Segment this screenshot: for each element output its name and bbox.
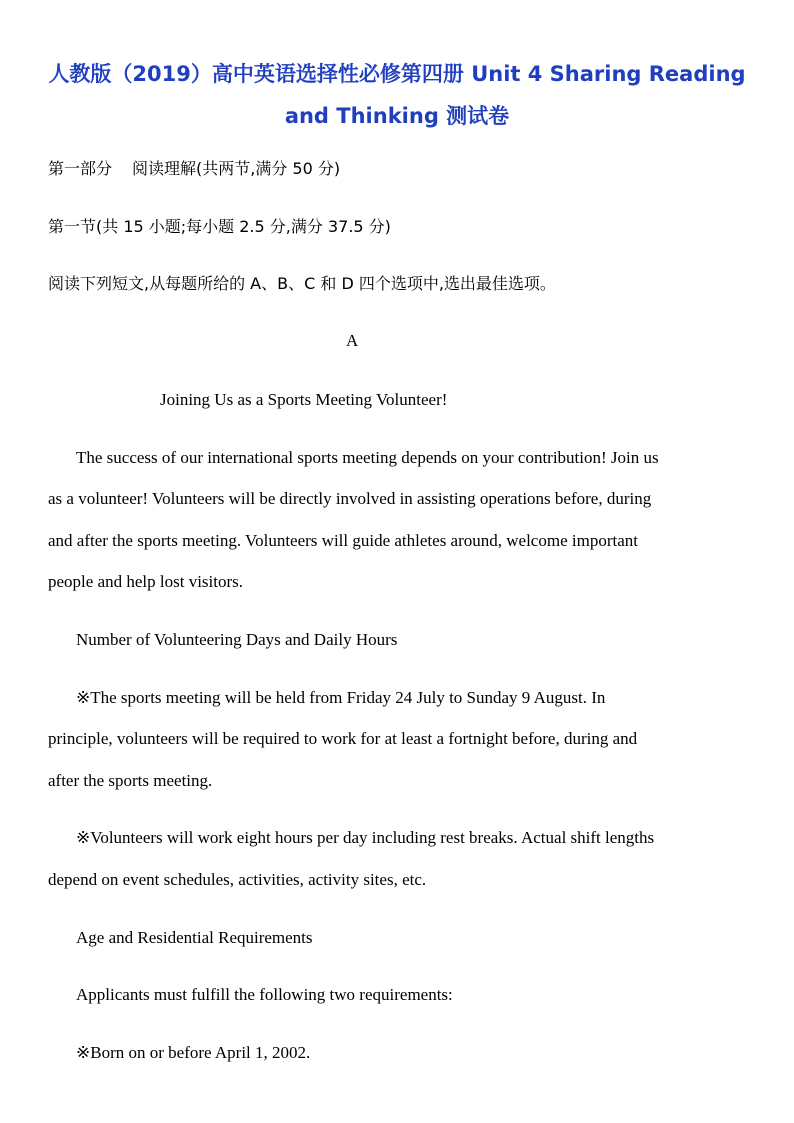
requirements-intro: Applicants must fulfill the following two requirements: — [76, 985, 453, 1004]
bullet-1-line-3: after the sports meeting. — [48, 771, 213, 790]
document-title-line-2: and Thinking 测试卷 — [284, 104, 510, 128]
section-heading: 第一节(共 15 小题;每小题 2.5 分,满分 37.5 分) — [48, 217, 391, 236]
directions-text: 阅读下列短文,从每题所给的 A、B、C 和 D 四个选项中,选出最佳选项。 — [48, 274, 556, 293]
intro-line-2: as a volunteer! Volunteers will be directly involved in assisting operations before, during — [48, 489, 652, 508]
passage-label: A — [346, 331, 359, 350]
bullet-2-line-2: depend on event schedules, activities, activity sites, etc. — [48, 870, 427, 889]
part-title: 阅读理解(共两节,满分 50 分) — [132, 159, 341, 178]
bullet-1-line-2: principle, volunteers will be required to work for at least a fortnight before, during and — [48, 729, 638, 748]
subheading-age-requirements: Age and Residential Requirements — [76, 928, 313, 947]
bullet-1-line-1: ※The sports meeting will be held from Friday 24 July to Sunday 9 August. In — [76, 688, 606, 707]
intro-line-4: people and help lost visitors. — [48, 572, 244, 591]
bullet-3: ※Born on or before April 1, 2002. — [76, 1043, 311, 1062]
subheading-volunteering-days: Number of Volunteering Days and Daily Hours — [76, 630, 398, 649]
intro-line-3: and after the sports meeting. Volunteers will guide athletes around, welcome important — [48, 531, 638, 550]
part-label: 第一部分 — [48, 159, 113, 178]
part-heading — [48, 158, 340, 180]
intro-line-1: The success of our international sports meeting depends on your contribution! Join us — [76, 448, 659, 467]
document-title-line-1: 人教版（2019）高中英语选择性必修第四册 Unit 4 Sharing Reading — [48, 62, 746, 86]
passage-heading: Joining Us as a Sports Meeting Volunteer! — [160, 390, 448, 409]
bullet-2-line-1: ※Volunteers will work eight hours per day including rest breaks. Actual shift lengths — [76, 828, 655, 847]
